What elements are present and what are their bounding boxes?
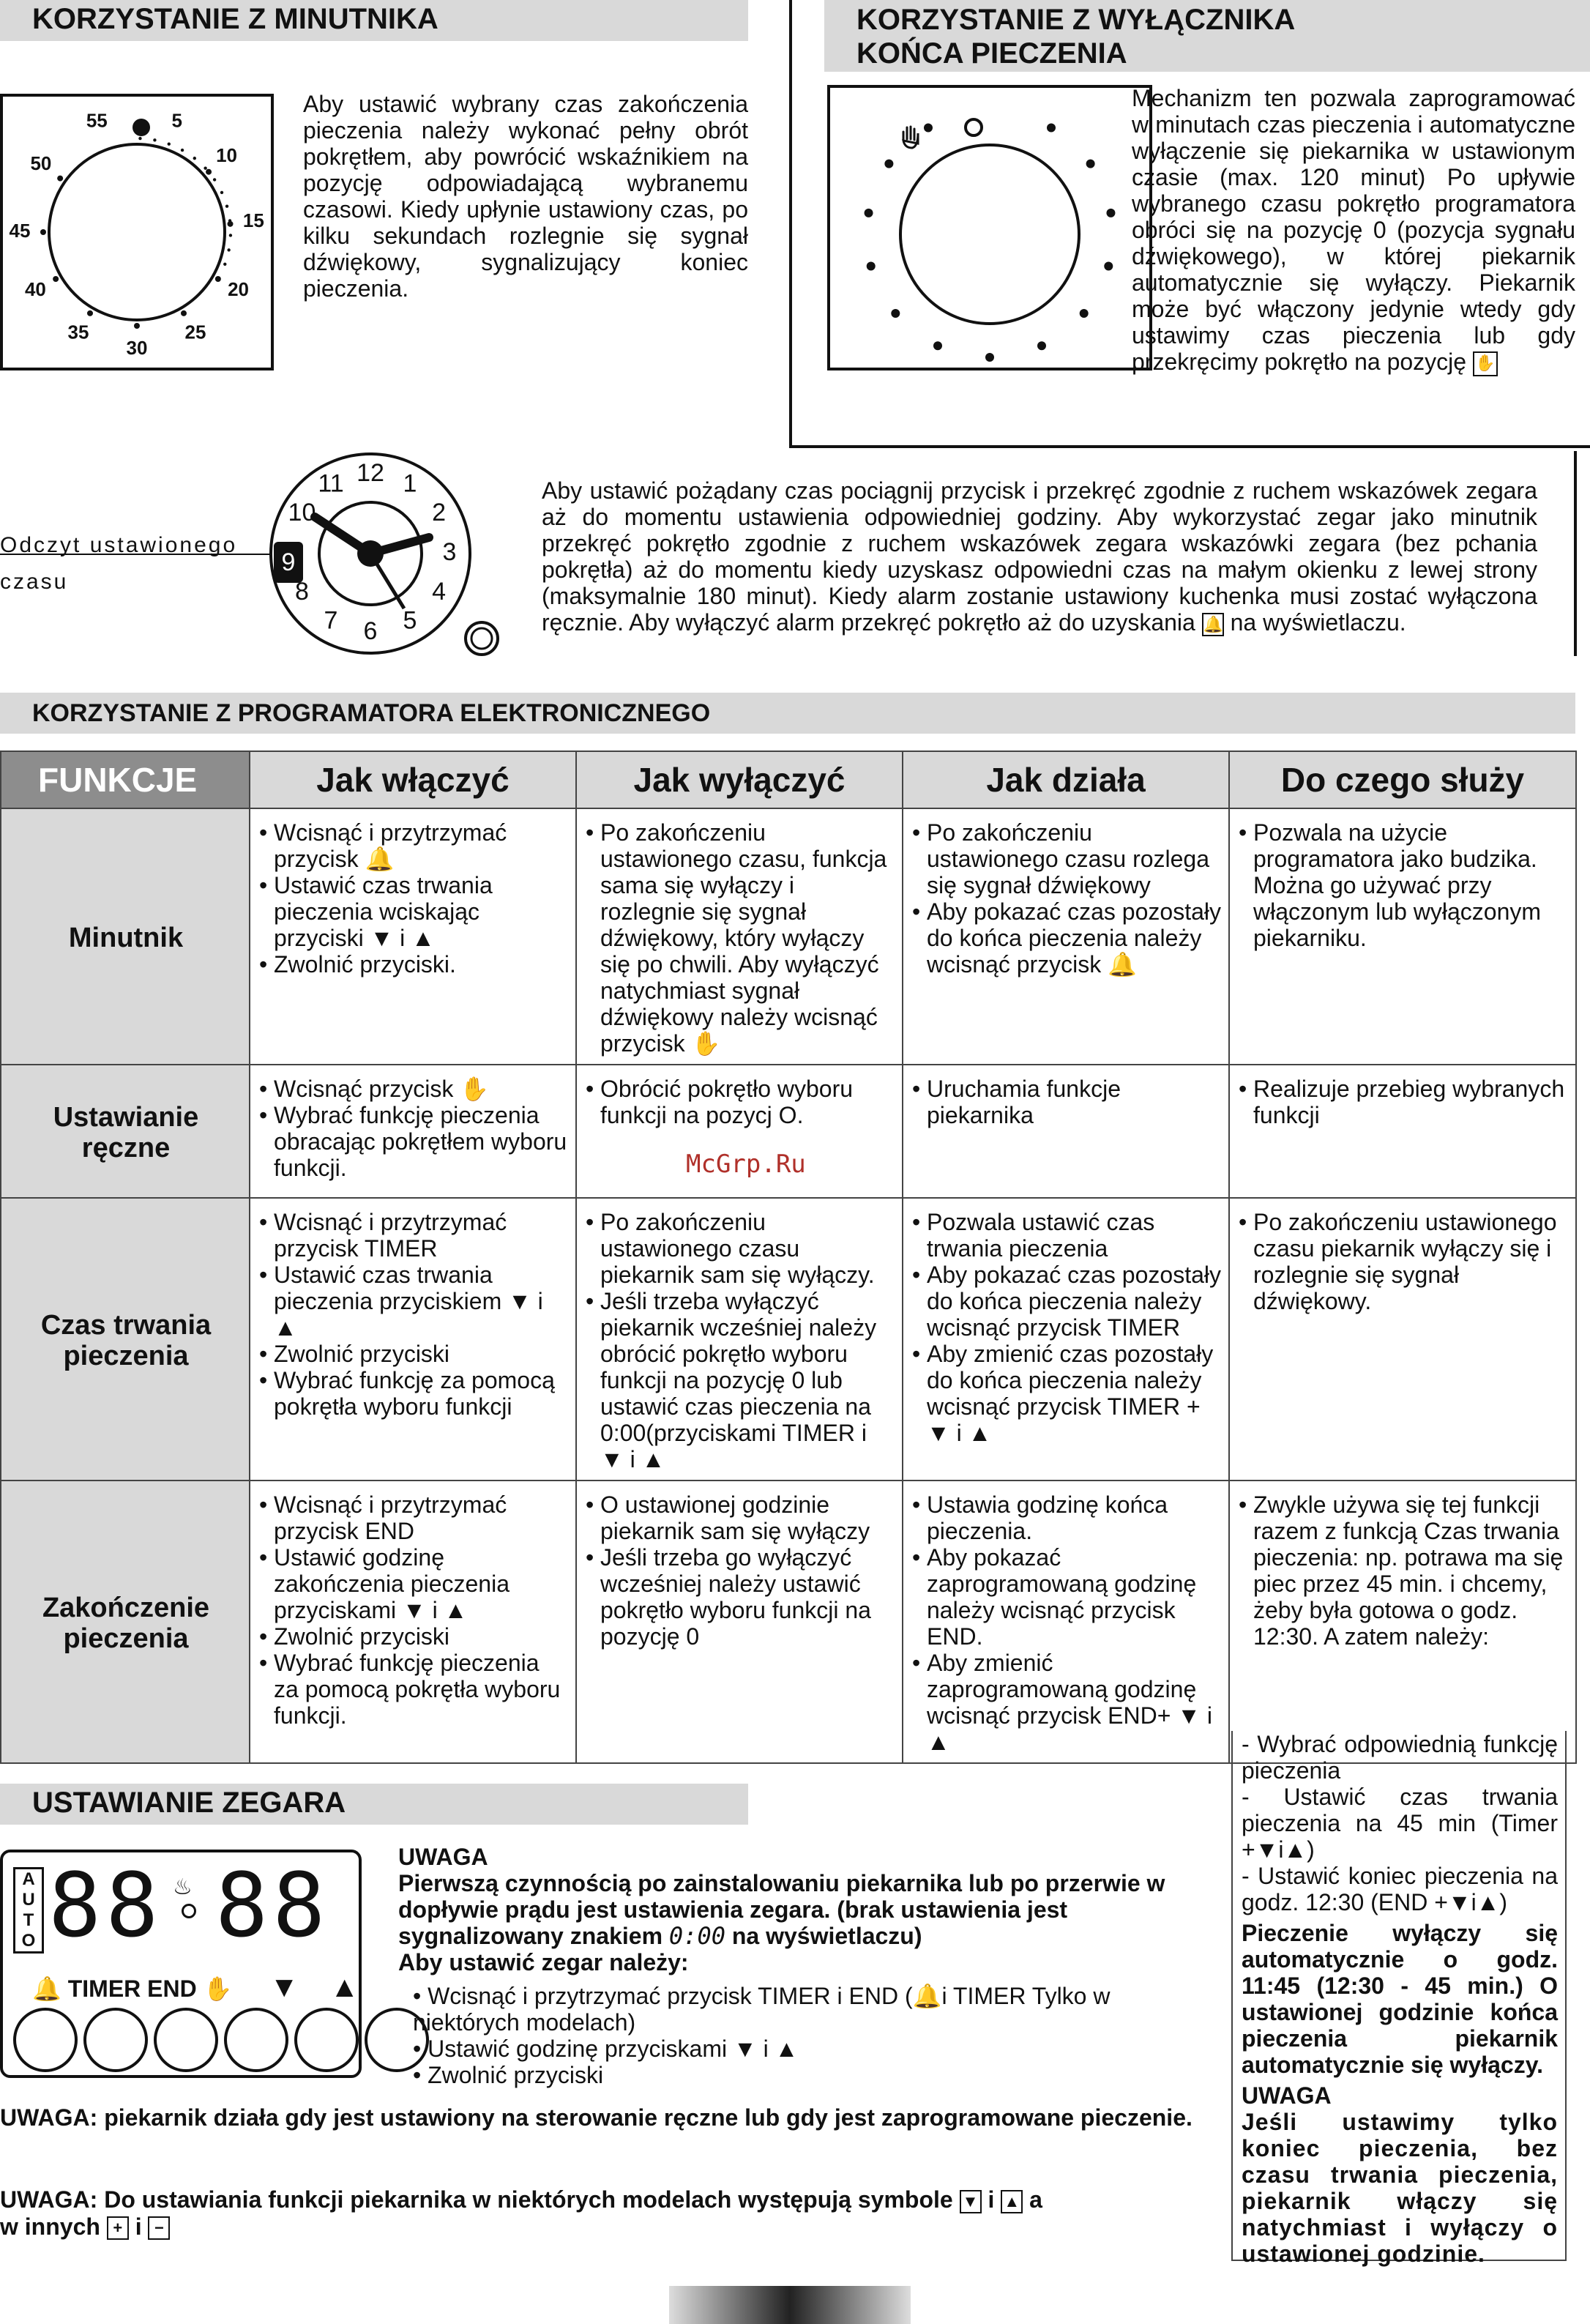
uwaga-zegar-bold: Pierwszą czynnością po zainstalowaniu piekarnika lub po przerwie w dopływie prądu jest ustawienia zegara. (brak ustawienia jest sygnalizowany znakiem [398,1870,1165,1949]
panel-labels [32,1971,359,2004]
dial-number: 50 [30,152,52,175]
programator-header [0,693,1575,734]
note-2-b: i [988,2186,995,2213]
timer-button[interactable] [83,2008,148,2072]
clock-window-value: 9 [281,548,296,576]
cell-on [250,1198,576,1481]
cell-off [576,808,903,1065]
dial-tick [138,137,141,140]
bell-icon: 🔔 [32,1975,61,2002]
list-item: • Wybrać funkcję pieczenia za pomocą pokrętła wyboru funkcji. [259,1650,568,1729]
cell-list [586,1209,895,1472]
cell-list [912,1076,1221,1128]
list-item: • Pozwala ustawić czas trwania pieczenia [912,1209,1221,1262]
zegar-step: • Ustawić godzinę przyciskami ▼ i ▲ [413,2036,799,2062]
cell-list [259,1491,568,1729]
zegar-step: • Wcisnąć i przytrzymać przycisk TIMER i END (🔔i TIMER Tylko w niektórych modelach) [413,1983,1111,2036]
cell-use [1229,1065,1576,1198]
dial-number: 35 [67,321,89,343]
table-row [1,1198,1576,1481]
dial-dot [181,310,187,316]
use-extra-item: - Ustawić czas trwania pieczenia na 45 min (Timer +▼i▲) [1242,1784,1558,1863]
auto-letter: A [22,1869,35,1889]
clock-number: 4 [432,577,446,606]
list-item: • Ustawia godzinę końca pieczenia. [912,1491,1221,1544]
row-function-name: Minutnik [1,808,250,1065]
cell-list [912,1491,1221,1755]
down-arrow-icon: ▼ [269,1971,299,2003]
minutnik-dial [0,94,274,370]
up-arrow-icon: ▲ [329,1971,359,2003]
down-arrow-icon: ▼ [960,2190,982,2213]
list-item: • Aby pokazać zaprogramowaną godzinę należy wcisnąć przycisk END. [912,1544,1221,1650]
cell-how [903,808,1229,1065]
label-end: END [147,1975,197,2002]
list-item: • O ustawionej godzinie piekarnik sam się wyłączy [586,1491,895,1544]
zegar-label-1: Odczyt ustawionego [0,533,238,557]
uwaga-zegar-title: UWAGA [398,1844,488,1870]
blank-time-sign: 0:00 [668,1922,725,1950]
label-timer: TIMER [67,1975,141,2002]
header-jak-wylaczyc: Jak wyłączyć [576,751,903,808]
list-item: • Po zakończeniu ustawionego czasu, funkcja sama się wyłączy i rozlegnie się sygnał dźwiękowy, który wyłączy się po chwili. Aby wyłączyć natychmiast sygnał dźwiękowy należy wcisnąć przycisk ✋ [586,819,895,1057]
dial-dot [1037,341,1046,350]
cell-how [903,1481,1229,1763]
note-1: UWAGA: piekarnik działa gdy jest ustawiony na sterowanie ręczne lub gdy jest zaprogramowane pieczenie. [0,2104,1192,2131]
clock-number: 6 [363,617,378,645]
list-item: • Aby pokazać czas pozostały do końca pieczenia należy wcisnąć przycisk 🔔 [912,898,1221,977]
list-item: • Ustawić godzinę zakończenia pieczenia przyciskami ▼ i ▲ [259,1544,568,1623]
dial-number: 10 [216,144,238,167]
minutnik-title: KORZYSTANIE Z MINUTNIKA [32,3,438,35]
cell-use [1229,808,1576,1065]
header-funkcje: FUNKCJE [1,751,250,808]
dial-number: 25 [184,321,206,343]
analog-clock [249,451,520,671]
cell-list [259,1076,568,1181]
dial-dot [53,276,59,282]
dial-dot [933,341,942,350]
display-hours: 88 [48,1855,163,1957]
how-title: Aby ustawić zegar należy: [398,1949,689,1975]
control-panel [0,1850,362,2078]
note-2-a: UWAGA: Do ustawiania funkcji piekarnika w niektórych modelach występują symbole [0,2186,953,2213]
use-extra-item: - Ustawić koniec pieczenia na godz. 12:30 (END +▼i▲) [1242,1863,1558,1915]
up-arrow-icon: ▲ [1001,2190,1023,2213]
cell-how [903,1065,1229,1198]
wylacznik-text [1132,85,1575,376]
dial-number: 30 [126,336,148,359]
auto-letter: T [23,1910,34,1930]
dial-dot [1104,261,1113,270]
zegar-label-line [0,554,278,555]
down-button[interactable] [294,2008,359,2072]
auto-letter: O [21,1931,36,1951]
minutnik-dial-graphic [3,97,271,368]
list-item: • Zwykle używa się tej funkcji razem z funkcją Czas trwania pieczenia: np. potrawa ma się piec przez 45 min. i chcemy, żeby była gotowa o godz. 12:30. A zatem należy: [1239,1491,1568,1650]
header-do-czego: Do czego służy [1229,751,1576,808]
uwaga-zegar-body [398,1870,1218,1949]
dial-dot [57,176,63,182]
end-button[interactable] [154,2008,218,2072]
list-item: • Wybrać funkcję za pomocą pokrętła wyboru funkcji [259,1367,568,1420]
hand-icon [903,127,918,148]
dial-dot [215,276,221,282]
bell-icon: 🔔 [1202,613,1224,636]
dial-number: 5 [171,109,182,132]
list-item: • Po zakończeniu ustawionego czasu rozlega się sygnał dźwiękowy [912,819,1221,898]
list-item: • Aby zmienić zaprogramowaną godzinę wcisnąć przycisk END+ ▼ i ▲ [912,1650,1221,1755]
header-jak-wlaczyc: Jak włączyć [250,751,576,808]
dial-dot [206,169,212,175]
clock-number: 5 [403,606,417,635]
list-item: • Jeśli trzeba wyłączyć piekarnik wcześniej należy obrócić pokrętło wyboru funkcji na pozycję 0 lub ustawić czas pieczenia na 0:00(przyciskami TIMER i ▼ i ▲ [586,1288,895,1472]
minutnik-header [0,0,748,41]
dial-tick [220,191,223,194]
note-2-d: w innych [0,2213,100,2240]
dial-dot [865,209,873,217]
wylacznik-body: Mechanizm ten pozwala zaprogramować w minutach czas pieczenia i automatyczne wyłączenie się piekarnika w ustawionym czasie (max. 120 minut) Po upływie wybranego czasu pokrętło programatora obróci się na pozycję 0 (pozycja sygnału dźwiękowego), w której piekarnik automatycznie się wyłączy. Piekarnik może być włączony jedynie wtedy gdy ustawimy czas pieczenia lub gdy przekręcimy pokrętło na pozycję [1132,85,1575,375]
button-row [13,2008,429,2072]
programator-title: KORZYSTANIE Z PROGRAMATORA ELEKTRONICZNEGO [32,699,711,727]
zegar-steps [398,1983,1218,2088]
cell-on [250,808,576,1065]
page-tab [669,2286,911,2324]
cell-list [912,1209,1221,1446]
cell-on [250,1065,576,1198]
wylacznik-title-2: KOŃCA PIECZENIA [856,37,1127,70]
cell-list [259,819,568,977]
list-item: • Wcisnąć i przytrzymać przycisk END [259,1491,568,1544]
list-item: • Aby pokazać czas pozostały do końca pieczenia należy wcisnąć przycisk TIMER [912,1262,1221,1341]
wylacznik-dial [827,85,1152,370]
cell-off [576,1198,903,1481]
dial-dot [40,229,46,235]
row-function-name: Ustawianie ręczne [1,1065,250,1198]
display-minutes: 88 [215,1855,330,1957]
dial-dot [867,261,876,270]
dial-dot [1106,209,1115,217]
cell-list [586,1491,895,1650]
dial-number: 45 [9,219,31,242]
cell-list [259,1209,568,1420]
cell-use [1229,1198,1576,1481]
functions-table [0,751,1577,1764]
dial-number: 15 [242,209,264,231]
dial-number: 55 [86,109,108,132]
dial-tick [223,263,226,266]
header-jak-dziala: Jak działa [903,751,1229,808]
dial-dot [134,323,140,329]
watermark: McGrp.Ru [686,1150,806,1179]
uwaga-zegar [398,1844,1218,2088]
cell-use [1229,1481,1576,1763]
cell-list [586,1076,895,1128]
dial-tick [227,248,230,251]
dial-tick [168,143,171,146]
clock-number: 11 [318,469,344,498]
clock-number: 1 [403,469,417,498]
auto-letter: U [22,1890,35,1910]
bell-button[interactable] [13,2008,78,2072]
dial-tick [228,219,231,222]
dial-tick [229,234,232,237]
use-extra-item: - Wybrać odpowiednią funkcję pieczenia [1242,1731,1558,1784]
note-2-c: a [1029,2186,1042,2213]
cell-list [1239,1209,1568,1314]
hand-icon: ✋ [1473,351,1498,376]
bold-note: Pieczenie wyłączy się automatycznie o godz. 11:45 (12:30 - 45 min.) O ustawionej godzinie końca pieczenia piekarnik automatycznie się wyłączy. [1242,1920,1558,2078]
table-row [1,1481,1576,1763]
zegar-label [0,527,237,600]
dial-number: 20 [228,278,250,300]
cell-how [903,1198,1229,1481]
dial-tick [193,157,196,160]
zegar-text-body: Aby ustawić pożądany czas pociągnij przycisk i przekręć zgodnie z ruchem wskazówek zegara aż do momentu ustawienia odpowiedniej godziny. Aby wykorzystać zegar jako minutnik przekręć pokrętło zgodnie z ruchem wskazówek zegara wskazówki zegara (bez pchania pokrętła) aż do momentu kiedy uzyskasz odpowiedni czas na małym okienku z lewej strony (maksymalnie 180 minut). Kiedy alarm zostanie ustawiony kuchenka musi zostać wyłączona ręcznie. Aby wyłączyć alarm przekręć pokrętło aż do uzyskania [542,477,1537,636]
uwaga-zegar-bold-end: na wyświetlaczu) [731,1923,922,1949]
list-item: • Zwolnić przyciski [259,1341,568,1367]
dial-tick [225,205,228,208]
row-function-name: Zakończenie pieczenia [1,1481,250,1763]
dial-dot [985,353,994,362]
clock-number: 8 [295,577,309,606]
zegar-text-end: na wyświetlaczu. [1230,609,1406,636]
dial-dot [884,160,893,168]
list-item: • Zwolnić przyciski [259,1623,568,1650]
list-item: • Po zakończeniu ustawionego czasu piekarnik sam się wyłączy. [586,1209,895,1288]
manual-button[interactable] [224,2008,288,2072]
list-item: • Wcisnąć i przytrzymać przycisk TIMER [259,1209,568,1262]
minus-icon: − [148,2216,170,2240]
cell-list [1239,1076,1568,1128]
list-item: • Aby zmienić czas pozostały do końca pieczenia należy wcisnąć przycisk TIMER + ▼ i ▲ [912,1341,1221,1446]
list-item: • Obrócić pokrętło wyboru funkcji na pozycj O. [586,1076,895,1128]
list-item: • Ustawić czas trwania pieczenia przyciskiem ▼ i ▲ [259,1262,568,1341]
clock-number: 7 [324,606,338,635]
list-item: • Wybrać funkcję pieczenia obracając pokrętłem wyboru funkcji. [259,1102,568,1181]
zegar-label-2: czasu [0,570,69,594]
clock-number: 3 [442,537,457,566]
use-continuation [1231,1731,1567,2267]
list-item: • Ustawić czas trwania pieczenia wciskając przyciski ▼ i ▲ [259,872,568,951]
clock-number: 2 [432,498,446,526]
zegar-title: USTAWIANIE ZEGARA [32,1787,346,1819]
dial-dot [1086,160,1095,168]
auto-indicator [13,1867,44,1954]
list-item: • Realizuje przebieg wybranych funkcji [1239,1076,1568,1128]
dial-tick [153,138,156,141]
row-function-name: Czas trwania pieczenia [1,1198,250,1481]
cell-list [912,819,1221,977]
cell-list [1239,1491,1568,1650]
uwaga-right-text: Jeśli ustawimy tylko koniec pieczenia, bez czasu trwania pieczenia, piekarnik włączy się natychmiast i wyłączy o ustawionej godzinie. [1242,2109,1558,2267]
table-row [1,808,1576,1065]
dial-dot [1080,309,1089,318]
zegar-header [0,1784,748,1825]
dial-tick [204,167,206,170]
list-item: • Pozwala na użycie programatora jako budzika. Można go używać przy włączonym lub wyłączonym piekarniku. [1239,819,1568,951]
minutnik-text: Aby ustawić wybrany czas zakończenia pieczenia należy wykonać pełny obrót pokrętłem, aby powrócić wskaźnikiem na pozycję odpowiadającą wybranemu czasowi. Kiedy upłynie ustawiony czas, po kilku sekundach rozlegnie się sygnał dźwiękowy, sygnalizujący koniec pieczenia. [303,91,748,302]
clock-number: 10 [288,498,316,526]
cell-list [1239,819,1568,951]
cell-off [576,1481,903,1763]
note-2 [0,2186,1218,2240]
wylacznik-header [824,0,1590,72]
hand-icon: ✋ [203,1975,233,2002]
list-item: • Jeśli trzeba go wyłączyć wcześniej należy ustawić pokrętło wyboru funkcji na pozycję 0 [586,1544,895,1650]
clock-number: 12 [357,458,384,487]
list-item: • Uruchamia funkcje piekarnika [912,1076,1221,1128]
uwaga-right-title: UWAGA [1242,2082,1332,2109]
dial-dot [1047,124,1056,133]
dial-dot [891,309,900,318]
table-header-row [1,751,1576,808]
dial-tick [181,149,184,152]
list-item: • Zwolnić przyciski. [259,951,568,977]
dial-dot [87,310,93,316]
wylacznik-dial-graphic [830,88,1149,368]
dial-tick [213,178,216,181]
zegar-step: • Zwolnić przyciski [413,2062,604,2088]
wylacznik-title-1: KORZYSTANIE Z WYŁĄCZNIKA [856,4,1296,36]
list-item: • Wcisnąć przycisk ✋ [259,1076,568,1102]
dial-number: 40 [24,278,46,300]
plus-icon: + [107,2216,129,2240]
zegar-text [542,477,1537,636]
dial-dot [924,124,933,133]
colon-dot [182,1904,196,1918]
list-item: • Po zakończeniu ustawionego czasu piekarnik wyłączy się i rozlegnie się sygnał dźwiękowy. [1239,1209,1568,1314]
note-2-e: i [135,2213,142,2240]
cell-list [586,819,895,1057]
use-extra-list [1242,1731,1558,1915]
zegar-rule [1574,451,1577,656]
cell-on [250,1481,576,1763]
list-item: • Wcisnąć i przytrzymać przycisk 🔔 [259,819,568,872]
oven-icon: ♨ [173,1875,193,1899]
